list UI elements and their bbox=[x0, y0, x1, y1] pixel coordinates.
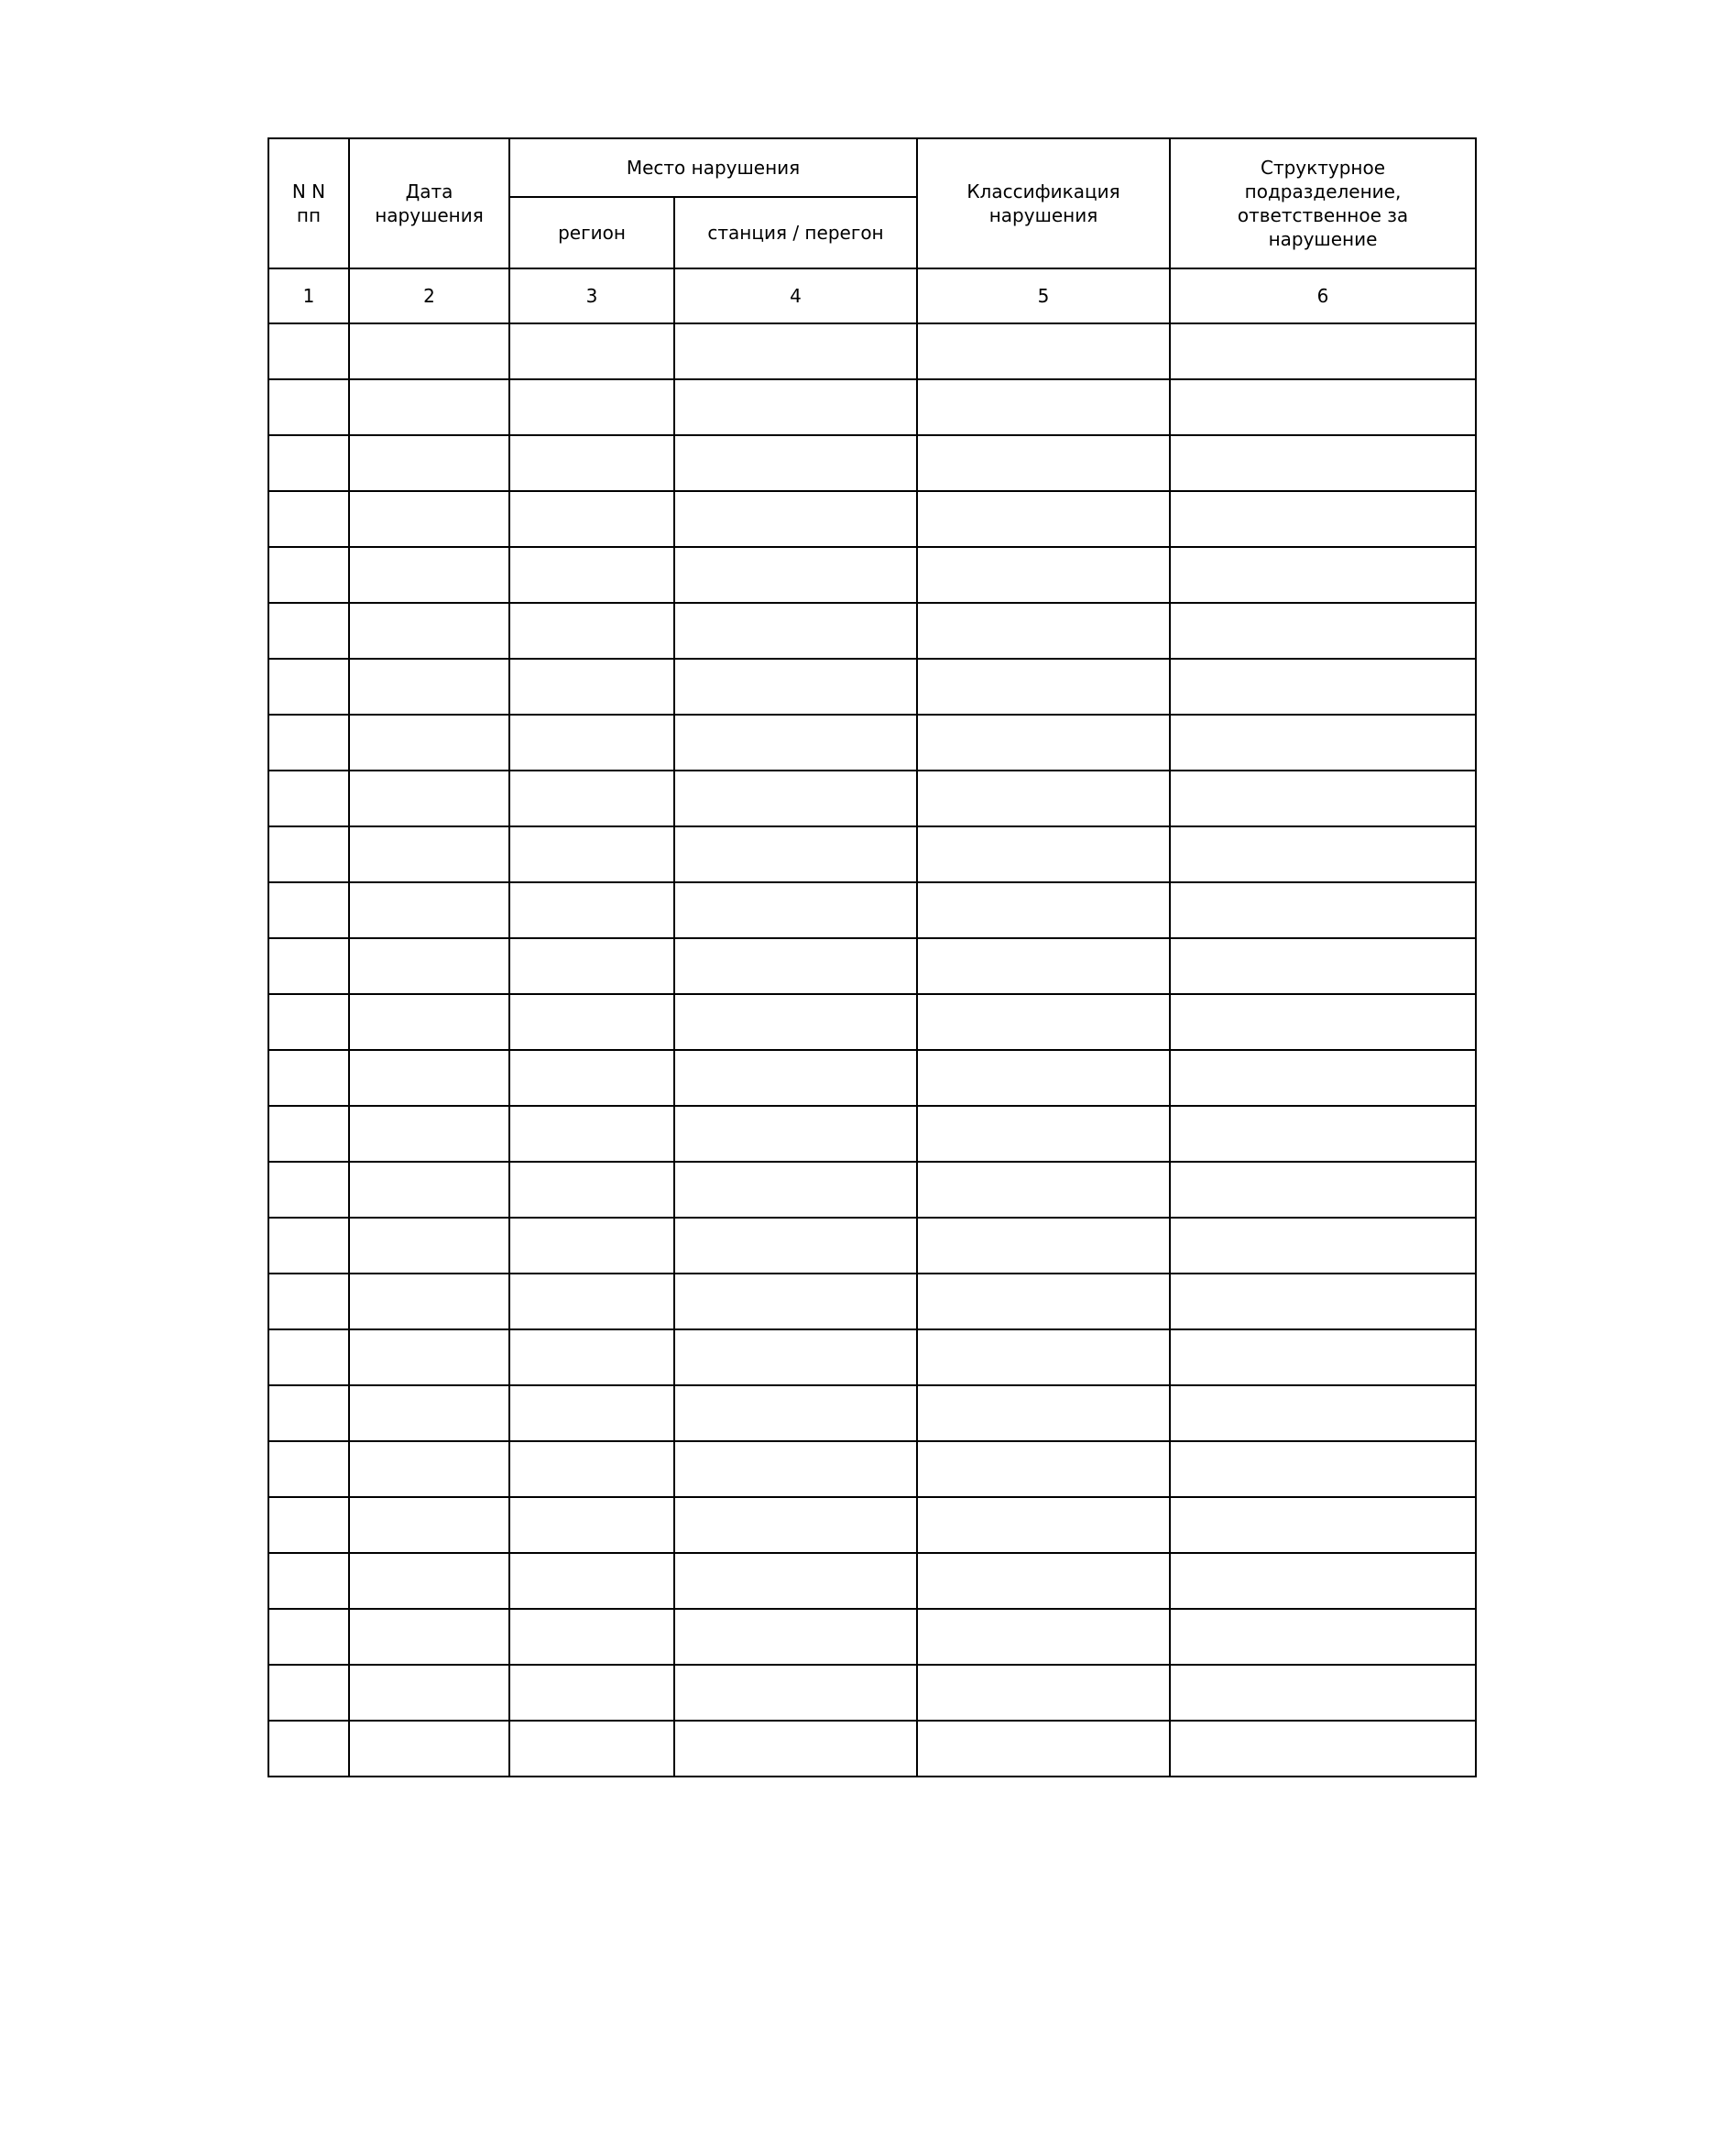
table-cell[interactable] bbox=[268, 715, 349, 771]
table-row[interactable] bbox=[268, 1218, 1476, 1274]
header-cell-region: регион bbox=[509, 197, 674, 268]
table-cell[interactable] bbox=[674, 882, 917, 938]
numbering-cell-1: 1 bbox=[268, 268, 349, 323]
table-cell[interactable] bbox=[917, 323, 1170, 379]
table-row[interactable] bbox=[268, 491, 1476, 547]
table-cell[interactable] bbox=[917, 1553, 1170, 1609]
table-cell[interactable] bbox=[349, 1441, 509, 1497]
table-cell[interactable] bbox=[1170, 1274, 1476, 1329]
table-cell[interactable] bbox=[509, 826, 674, 882]
table-row[interactable] bbox=[268, 603, 1476, 659]
table-cell[interactable] bbox=[509, 1497, 674, 1553]
table-cell[interactable] bbox=[349, 1218, 509, 1274]
table-cell[interactable] bbox=[349, 323, 509, 379]
table-cell[interactable] bbox=[917, 1665, 1170, 1721]
header-classification-line1: Классификация bbox=[966, 180, 1120, 202]
table-cell[interactable] bbox=[1170, 994, 1476, 1050]
header-department-line3: ответственное за bbox=[1237, 204, 1409, 226]
table-cell[interactable] bbox=[349, 603, 509, 659]
table-cell[interactable] bbox=[674, 938, 917, 994]
table-cell[interactable] bbox=[268, 659, 349, 715]
table-cell[interactable] bbox=[349, 1721, 509, 1777]
table-cell[interactable] bbox=[917, 826, 1170, 882]
table-cell[interactable] bbox=[917, 491, 1170, 547]
table-cell[interactable] bbox=[349, 1665, 509, 1721]
table-cell[interactable] bbox=[674, 659, 917, 715]
table-cell[interactable] bbox=[674, 1497, 917, 1553]
table-cell[interactable] bbox=[674, 1553, 917, 1609]
table-cell[interactable] bbox=[1170, 1497, 1476, 1553]
table-row[interactable] bbox=[268, 323, 1476, 379]
table-row[interactable] bbox=[268, 1106, 1476, 1162]
numbering-cell-5: 5 bbox=[917, 268, 1170, 323]
table-row[interactable] bbox=[268, 938, 1476, 994]
table-cell[interactable] bbox=[917, 994, 1170, 1050]
table-cell[interactable] bbox=[917, 1329, 1170, 1385]
table-row[interactable] bbox=[268, 379, 1476, 435]
header-department-line2: подразделение, bbox=[1244, 180, 1402, 202]
table-cell[interactable] bbox=[917, 659, 1170, 715]
table-cell[interactable] bbox=[268, 435, 349, 491]
table-row[interactable] bbox=[268, 882, 1476, 938]
table-row[interactable] bbox=[268, 1721, 1476, 1777]
table-cell[interactable] bbox=[1170, 379, 1476, 435]
table-cell[interactable] bbox=[674, 1274, 917, 1329]
table-cell[interactable] bbox=[268, 1553, 349, 1609]
table-cell[interactable] bbox=[268, 1162, 349, 1218]
table-cell[interactable] bbox=[509, 1385, 674, 1441]
header-number-line2: пп bbox=[296, 204, 322, 226]
table-cell[interactable] bbox=[268, 323, 349, 379]
table-row[interactable] bbox=[268, 1162, 1476, 1218]
table-cell[interactable] bbox=[674, 1665, 917, 1721]
table-cell[interactable] bbox=[268, 938, 349, 994]
table-cell[interactable] bbox=[674, 1050, 917, 1106]
table-cell[interactable] bbox=[268, 1721, 349, 1777]
table-row[interactable] bbox=[268, 994, 1476, 1050]
header-cell-place-group: Место нарушения bbox=[509, 138, 917, 197]
table-cell[interactable] bbox=[349, 547, 509, 603]
table-cell[interactable] bbox=[509, 659, 674, 715]
table-cell[interactable] bbox=[917, 1609, 1170, 1665]
table-row[interactable] bbox=[268, 1441, 1476, 1497]
table-cell[interactable] bbox=[268, 547, 349, 603]
table-cell[interactable] bbox=[917, 1218, 1170, 1274]
table-cell[interactable] bbox=[917, 938, 1170, 994]
table-cell[interactable] bbox=[1170, 938, 1476, 994]
table-cell[interactable] bbox=[674, 826, 917, 882]
table-cell[interactable] bbox=[1170, 771, 1476, 826]
table-cell[interactable] bbox=[268, 771, 349, 826]
header-number-line1: N N bbox=[291, 180, 326, 202]
table-cell[interactable] bbox=[268, 603, 349, 659]
table-cell[interactable] bbox=[1170, 1050, 1476, 1106]
table-cell[interactable] bbox=[1170, 715, 1476, 771]
table-cell[interactable] bbox=[674, 1329, 917, 1385]
table-cell[interactable] bbox=[917, 715, 1170, 771]
table-cell[interactable] bbox=[349, 1162, 509, 1218]
table-row[interactable] bbox=[268, 1329, 1476, 1385]
table-cell[interactable] bbox=[349, 1553, 509, 1609]
header-cell-department bbox=[1170, 138, 1476, 268]
table-cell[interactable] bbox=[268, 1385, 349, 1441]
table-cell[interactable] bbox=[268, 826, 349, 882]
table-row[interactable] bbox=[268, 1050, 1476, 1106]
table-cell[interactable] bbox=[674, 1441, 917, 1497]
header-row-primary bbox=[268, 138, 1476, 197]
table-cell[interactable] bbox=[1170, 1218, 1476, 1274]
table-cell[interactable] bbox=[1170, 435, 1476, 491]
table-cell[interactable] bbox=[674, 435, 917, 491]
table-row[interactable] bbox=[268, 771, 1476, 826]
table-cell[interactable] bbox=[509, 1274, 674, 1329]
table-cell[interactable] bbox=[917, 603, 1170, 659]
table-cell[interactable] bbox=[1170, 323, 1476, 379]
numbering-cell-2: 2 bbox=[349, 268, 509, 323]
numbering-cell-4: 4 bbox=[674, 268, 917, 323]
table-row[interactable] bbox=[268, 715, 1476, 771]
table-cell[interactable] bbox=[509, 1218, 674, 1274]
table-row[interactable] bbox=[268, 1609, 1476, 1665]
table-cell[interactable] bbox=[268, 1218, 349, 1274]
table-cell[interactable] bbox=[1170, 491, 1476, 547]
table-cell[interactable] bbox=[268, 1274, 349, 1329]
table-cell[interactable] bbox=[674, 994, 917, 1050]
table-cell[interactable] bbox=[268, 1050, 349, 1106]
table-cell[interactable] bbox=[349, 771, 509, 826]
table-cell[interactable] bbox=[1170, 1665, 1476, 1721]
table-cell[interactable] bbox=[349, 882, 509, 938]
table-cell[interactable] bbox=[509, 435, 674, 491]
table-cell[interactable] bbox=[509, 379, 674, 435]
table-cell[interactable] bbox=[1170, 1385, 1476, 1441]
table-cell[interactable] bbox=[917, 1050, 1170, 1106]
table-cell[interactable] bbox=[509, 1665, 674, 1721]
table-cell[interactable] bbox=[1170, 659, 1476, 715]
table-cell[interactable] bbox=[917, 1274, 1170, 1329]
table-cell[interactable] bbox=[1170, 882, 1476, 938]
table-cell[interactable] bbox=[268, 1497, 349, 1553]
table-cell[interactable] bbox=[917, 882, 1170, 938]
table-cell[interactable] bbox=[509, 1329, 674, 1385]
table-cell[interactable] bbox=[349, 1050, 509, 1106]
table-cell[interactable] bbox=[674, 715, 917, 771]
table-cell[interactable] bbox=[509, 1721, 674, 1777]
table-cell[interactable] bbox=[917, 1385, 1170, 1441]
table-cell[interactable] bbox=[268, 1441, 349, 1497]
table-cell[interactable] bbox=[268, 1329, 349, 1385]
table-cell[interactable] bbox=[674, 491, 917, 547]
header-date-line1: Дата bbox=[405, 180, 453, 202]
table-cell[interactable] bbox=[349, 826, 509, 882]
header-department-line1: Структурное bbox=[1260, 157, 1386, 179]
table-cell[interactable] bbox=[268, 491, 349, 547]
table-cell[interactable] bbox=[1170, 1329, 1476, 1385]
table-row[interactable] bbox=[268, 1385, 1476, 1441]
violations-log-table bbox=[267, 137, 1477, 1777]
table-cell[interactable] bbox=[1170, 1441, 1476, 1497]
table-cell[interactable] bbox=[268, 882, 349, 938]
table-cell[interactable] bbox=[674, 379, 917, 435]
header-date-line2: нарушения bbox=[375, 204, 484, 226]
table-cell[interactable] bbox=[1170, 1609, 1476, 1665]
table-cell[interactable] bbox=[349, 1106, 509, 1162]
header-department-line4: нарушение bbox=[1268, 228, 1378, 250]
table-cell[interactable] bbox=[917, 1721, 1170, 1777]
table-cell[interactable] bbox=[674, 771, 917, 826]
table-row[interactable] bbox=[268, 1497, 1476, 1553]
table-cell[interactable] bbox=[349, 715, 509, 771]
table-row[interactable] bbox=[268, 1665, 1476, 1721]
table-cell[interactable] bbox=[509, 1609, 674, 1665]
table-cell[interactable] bbox=[509, 1106, 674, 1162]
numbering-cell-3: 3 bbox=[509, 268, 674, 323]
table-cell[interactable] bbox=[674, 547, 917, 603]
table-cell[interactable] bbox=[349, 1274, 509, 1329]
table-cell[interactable] bbox=[1170, 603, 1476, 659]
table-cell[interactable] bbox=[509, 323, 674, 379]
table-cell[interactable] bbox=[509, 1050, 674, 1106]
table-row[interactable] bbox=[268, 659, 1476, 715]
header-cell-classification bbox=[917, 138, 1170, 268]
form-table-container bbox=[267, 137, 1475, 1777]
table-row-numbering bbox=[268, 268, 1476, 323]
table-cell[interactable] bbox=[509, 1553, 674, 1609]
header-cell-station: станция / перегон bbox=[674, 197, 917, 268]
table-row[interactable] bbox=[268, 826, 1476, 882]
table-cell[interactable] bbox=[509, 882, 674, 938]
header-cell-date bbox=[349, 138, 509, 268]
numbering-cell-6: 6 bbox=[1170, 268, 1476, 323]
table-cell[interactable] bbox=[1170, 1721, 1476, 1777]
table-cell[interactable] bbox=[349, 659, 509, 715]
table-cell[interactable] bbox=[674, 1218, 917, 1274]
table-cell[interactable] bbox=[509, 491, 674, 547]
table-body bbox=[268, 268, 1476, 1777]
table-cell[interactable] bbox=[1170, 1162, 1476, 1218]
table-cell[interactable] bbox=[349, 1385, 509, 1441]
table-cell[interactable] bbox=[674, 1162, 917, 1218]
table-cell[interactable] bbox=[349, 1497, 509, 1553]
header-classification-line2: нарушения bbox=[988, 204, 1098, 226]
table-row[interactable] bbox=[268, 1274, 1476, 1329]
table-cell[interactable] bbox=[674, 1106, 917, 1162]
table-cell[interactable] bbox=[509, 1441, 674, 1497]
table-cell[interactable] bbox=[349, 938, 509, 994]
table-cell[interactable] bbox=[349, 379, 509, 435]
table-cell[interactable] bbox=[1170, 1553, 1476, 1609]
table-cell[interactable] bbox=[509, 1162, 674, 1218]
table-cell[interactable] bbox=[674, 1609, 917, 1665]
table-cell[interactable] bbox=[674, 1385, 917, 1441]
table-cell[interactable] bbox=[509, 547, 674, 603]
table-cell[interactable] bbox=[349, 435, 509, 491]
table-cell[interactable] bbox=[1170, 1106, 1476, 1162]
table-cell[interactable] bbox=[917, 1441, 1170, 1497]
table-row[interactable] bbox=[268, 435, 1476, 491]
table-cell[interactable] bbox=[917, 435, 1170, 491]
table-cell[interactable] bbox=[268, 994, 349, 1050]
table-cell[interactable] bbox=[509, 938, 674, 994]
table-cell[interactable] bbox=[268, 1665, 349, 1721]
table-cell[interactable] bbox=[1170, 547, 1476, 603]
table-cell[interactable] bbox=[917, 1106, 1170, 1162]
table-cell[interactable] bbox=[917, 1497, 1170, 1553]
table-row[interactable] bbox=[268, 547, 1476, 603]
table-cell[interactable] bbox=[1170, 826, 1476, 882]
table-cell[interactable] bbox=[349, 491, 509, 547]
table-cell[interactable] bbox=[349, 1329, 509, 1385]
table-cell[interactable] bbox=[268, 1609, 349, 1665]
table-cell[interactable] bbox=[509, 603, 674, 659]
table-header bbox=[268, 138, 1476, 268]
table-cell[interactable] bbox=[917, 547, 1170, 603]
table-cell[interactable] bbox=[268, 379, 349, 435]
header-cell-number bbox=[268, 138, 349, 268]
table-cell[interactable] bbox=[349, 1609, 509, 1665]
table-cell[interactable] bbox=[268, 1106, 349, 1162]
table-cell[interactable] bbox=[674, 603, 917, 659]
table-cell[interactable] bbox=[917, 379, 1170, 435]
table-cell[interactable] bbox=[674, 323, 917, 379]
table-cell[interactable] bbox=[917, 771, 1170, 826]
table-cell[interactable] bbox=[674, 1721, 917, 1777]
table-cell[interactable] bbox=[509, 715, 674, 771]
table-cell[interactable] bbox=[917, 1162, 1170, 1218]
table-row[interactable] bbox=[268, 1553, 1476, 1609]
table-cell[interactable] bbox=[509, 771, 674, 826]
table-cell[interactable] bbox=[509, 994, 674, 1050]
table-cell[interactable] bbox=[349, 994, 509, 1050]
